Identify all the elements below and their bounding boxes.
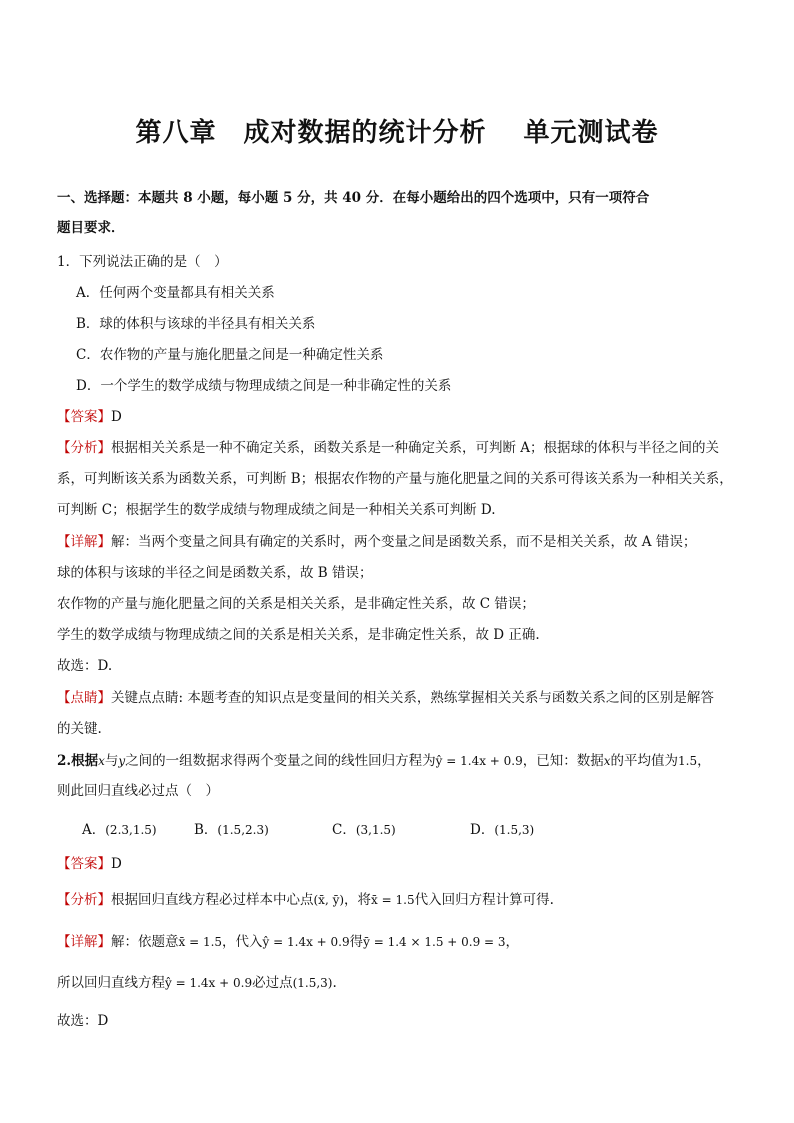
q2-equation: ŷ = 1.4x + 0.9 <box>262 935 350 949</box>
comment-text-2: 的关键. <box>57 721 102 737</box>
answer-tag: 【答案】 <box>57 409 111 425</box>
question-1-option-b: B．球的体积与该球的半径具有相关关系 <box>76 316 316 332</box>
q2-detail-b: ，代入 <box>222 934 263 950</box>
analysis-text-1: 根据相关关系是一种不确定关系，函数关系是一种确定关系，可判断 A；根据球的体积与半径之间的关 <box>111 440 720 456</box>
q2-detail-c: 得 <box>349 934 364 950</box>
question-1-option-d: D．一个学生的数学成绩与物理成绩之间是一种非确定性的关系 <box>76 378 452 394</box>
question-2-answer <box>57 854 747 874</box>
question-2-analysis <box>57 890 747 910</box>
q2-option-a <box>82 818 157 838</box>
section-heading: 一、选择题：本题共 8 小题，每小题 5 分，共 40 分．在每小题给出的四个选项中，只有一项符合 <box>57 190 650 206</box>
answer-value: D <box>111 409 122 425</box>
question-2-conclusion <box>57 973 747 993</box>
q2-stem-b: 与 <box>104 753 119 769</box>
detail-text-4: 学生的数学成绩与物理成绩之间的关系是相关关系，是非确定性关系，故 D 正确. <box>57 627 540 643</box>
question-1-detail <box>57 532 747 552</box>
q2-option-b <box>194 818 269 838</box>
var-y: y <box>118 754 126 768</box>
q2-equation-2: ŷ = 1.4x + 0.9 <box>165 976 253 990</box>
q2-xbar: x̄ = 1.5 <box>178 935 223 949</box>
option-b-value: (1.5,2.3) <box>217 823 269 837</box>
analysis-text-3: 可判断 C；根据学生的数学成绩与物理成绩之间是一种相关关系可判断 D. <box>57 502 496 518</box>
sample-center: (x̄, ȳ) <box>313 893 345 907</box>
section-heading-cont: 题目要求． <box>57 220 125 236</box>
option-c-label: C． <box>332 822 356 838</box>
xbar-equation: x̄ = 1.5 <box>371 893 415 907</box>
mean-value: 1.5 <box>678 754 698 768</box>
question-1-comment <box>57 688 747 708</box>
question-1-answer <box>57 407 747 427</box>
detail-text-3: 农作物的产量与施化肥量之间的关系是相关关系，是非确定性关系，故 C 错误； <box>57 596 535 612</box>
question-2-stem <box>57 751 747 771</box>
q2-detail-tag: 【详解】 <box>57 934 111 950</box>
regression-equation: ŷ = 1.4x + 0.9 <box>435 754 523 768</box>
q2-analysis-b: ，将 <box>344 892 372 908</box>
question-1-stem: 1．下列说法正确的是（ ） <box>57 254 228 270</box>
q2-detail-a: 解：依题意 <box>111 934 179 950</box>
question-1-option-c: C．农作物的产量与施化肥量之间是一种确定性关系 <box>76 347 384 363</box>
q2-stem-e: 的平均值为 <box>610 753 679 769</box>
q2-analysis-tag: 【分析】 <box>57 892 111 908</box>
detail-tag: 【详解】 <box>57 534 111 550</box>
q2-line-b: 必过点 <box>252 975 293 991</box>
q2-option-d <box>470 818 534 838</box>
question-1-analysis <box>57 438 747 458</box>
q2-detail-d: ， <box>505 934 520 950</box>
detail-text-1: 解：当两个变量之间具有确定的关系时，两个变量之间是函数关系，而不是相关关系，故 A 错误； <box>111 534 697 550</box>
q2-line-a: 所以回归直线方程 <box>57 975 165 991</box>
option-d-label: D． <box>470 822 495 838</box>
q2-stem-c: 之间的一组数据求得两个变量之间的线性回归方程为 <box>125 753 436 769</box>
question-1-option-a: A．任何两个变量都具有相关关系 <box>76 285 275 301</box>
option-a-label: A． <box>82 822 106 838</box>
comment-tag: 【点睛】 <box>57 690 111 706</box>
analysis-tag: 【分析】 <box>57 440 111 456</box>
question-2-final: 故选：D <box>57 1013 109 1029</box>
question-2-detail <box>57 932 747 952</box>
q2-analysis-c: 代入回归方程计算可得. <box>414 892 554 908</box>
q2-option-c <box>332 818 396 838</box>
q2-stem-d: ，已知：数据 <box>522 753 604 769</box>
detail-text-2: 球的体积与该球的半径之间是函数关系，故 B 错误； <box>57 565 373 581</box>
option-b-label: B． <box>194 822 218 838</box>
ybar-equation: ȳ = 1.4 × 1.5 + 0.9 = 3 <box>363 935 506 949</box>
q2-analysis-a: 根据回归直线方程必过样本中心点 <box>111 892 314 908</box>
q2-stem-f: ， <box>697 753 711 769</box>
analysis-text-2: 系，可判断该关系为函数关系，可判断 B；根据农作物的产量与施化肥量之间的关系可得该关系为一种相关关系， <box>57 471 733 487</box>
option-d-value: (1.5,3) <box>494 823 535 837</box>
q2-answer-tag: 【答案】 <box>57 856 111 872</box>
q2-line-c: . <box>332 975 337 991</box>
var-x: x <box>98 754 105 768</box>
q2-stem-a: 2.根据 <box>57 753 99 769</box>
q2-point: (1.5,3) <box>292 976 333 990</box>
comment-text-1: 关键点点睛: 本题考查的知识点是变量间的相关关系，熟练掌握相关关系与函数关系之间的区别是解答 <box>111 690 714 706</box>
detail-text-5: 故选：D. <box>57 658 113 674</box>
q2-answer-value: D <box>111 856 122 872</box>
page-title: 第八章 成对数据的统计分析 单元测试卷 <box>135 118 659 148</box>
var-x-2: x <box>603 754 611 768</box>
option-a-value: (2.3,1.5) <box>105 823 157 837</box>
option-c-value: (3,1.5) <box>355 823 396 837</box>
question-2-stem-2: 则此回归直线必过点（ ） <box>57 783 219 799</box>
